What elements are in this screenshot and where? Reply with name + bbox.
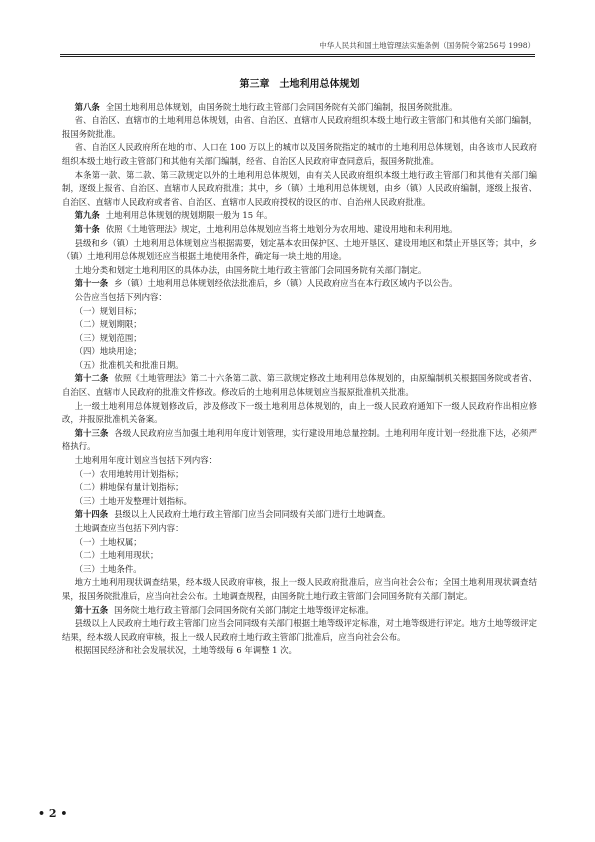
paragraph [62,209,537,223]
paragraph-text: 土地分类和划定土地利用区的具体办法，由国务院土地行政主管部门会同国务院有关部门制定。 [74,264,427,275]
paragraph [62,522,537,536]
paragraph [62,372,537,399]
article-number: 第十三条 [74,427,109,438]
paragraph-text: 地方土地利用现状调查结果，经本级人民政府审核，报上一级人民政府批准后，应当向社会公布；全国土地利用现状调查结果，报国务院批准后，应当向社会公布。土地调查规程，由国务院土地行政主管部门会同国务院有关部门制定。 [62,577,537,601]
paragraph [62,223,537,237]
paragraph [62,549,537,563]
paragraph [62,332,537,346]
paragraph-text: 土地利用年度计划应当包括下列内容： [74,455,217,466]
paragraph [62,169,537,210]
article-number: 第十二条 [74,373,109,384]
paragraph-text: 上一级土地利用总体规划修改后，涉及修改下一级土地利用总体规划的，由上一级人民政府通知下一级人民政府作出相应修改，并报原批准机关备案。 [62,400,537,425]
paragraph [62,454,537,468]
paragraph [62,114,537,141]
paragraph-text: 全国土地利用总体规划，由国务院土地行政主管部门会同国务院有关部门编制，报国务院批准。 [105,101,458,112]
paragraph [62,563,537,577]
paragraph-text: （五）批准机关和批准日期。 [74,359,184,370]
document-body [62,78,537,658]
paragraph-text: （二）耕地保有量计划指标； [74,482,184,493]
paragraph [62,345,537,359]
paragraph [62,305,537,319]
paragraph-text: 依照《土地管理法》规定，土地利用总体规划应当将土地划分为农用地、建设用地和未利用地。 [105,223,458,234]
paragraph-text: （三）规划范围； [74,332,142,343]
paragraph [62,141,537,168]
paragraph-text: 省、自治区人民政府所在地的市、人口在 100 万以上的城市以及国务院指定的城市的土地利用总体规划，由各该市人民政府组织本级土地行政主管部门和其他有关部门编制，经省、自治区人民政府审查同意后，报国务院批准。 [62,142,537,166]
paragraph-text: 土地利用总体规划的规划期限一般为 15 年。 [105,210,273,221]
paragraph-text: （三）土地开发整理计划指标。 [74,495,192,506]
article-number: 第十四条 [74,509,109,520]
chapter-title: 第三章 土地利用总体规划 [239,79,360,90]
paragraph-text: （四）地块用途； [74,346,142,357]
paragraph-text: 各级人民政府应当加强土地利用年度计划管理，实行建设用地总量控制。土地利用年度计划一经批准下达，必须严格执行。 [62,427,538,452]
paragraph-text: 土地调查应当包括下列内容： [74,523,184,533]
paragraph-text: 县级以上人民政府土地行政主管部门应当会同同级有关部门根据土地等级评定标准，对土地等级进行评定。地方土地等级评定结果，经本级人民政府审核，报上一级人民政府土地行政主管部门批准后，应当向社会公布。 [62,618,537,642]
running-header [60,40,535,55]
paragraph [62,237,537,264]
page-number: • 2 • [38,807,68,820]
paragraph [62,617,537,644]
article-number: 第九条 [74,210,100,221]
paragraph-text: 本条第一款、第二款、第三款规定以外的土地利用总体规划，由有关人民政府组织本级土地行政主管部门和其他有关部门编制，逐级上报省、自治区、直辖市人民政府批准；其中，乡（镇）土地利用总体规划，由乡（镇）人民政府编制，逐级上报省、自治区、直辖市人民政府或者省、自治区、直辖市人民政府授权的设区的市、自治州人民政府批准。 [62,169,537,207]
paragraph-text: 国务院土地行政主管部门会同国务院有关部门制定土地等级评定标准。 [114,604,374,615]
paragraph-text: 县级以上人民政府土地行政主管部门应当会同同级有关部门进行土地调查。 [114,509,391,520]
paragraph [62,644,537,658]
paragraph-text: （二）土地利用现状； [74,550,159,561]
paragraph [62,318,537,332]
article-number: 第十五条 [74,604,109,615]
paragraph [62,277,537,291]
paragraph-text: （一）农用地转用计划指标； [74,468,184,479]
paragraph [62,291,537,305]
paragraph-text: 依照《土地管理法》第二十六条第二款、第三款规定修改土地利用总体规划的，由原编制机关根据国务院或者省、自治区、直辖市人民政府的批准文件修改。修改后的土地利用总体规划应当报原批准机关批准。 [62,373,538,398]
article-number: 第八条 [74,101,100,112]
paragraph-text: （一）规划目标； [74,305,142,316]
paragraph-text: 乡（镇）土地利用总体规划经依法批准后，乡（镇）人民政府应当在本行政区域内予以公告。 [114,278,458,289]
article-number: 第十条 [74,223,100,234]
paragraph [62,468,537,482]
running-title: 中华人民共和国土地管理法实施条例（国务院令第256号 1998） [319,41,535,50]
paragraph-text: 公告应当包括下列内容： [74,291,167,302]
paragraph [62,101,537,115]
paragraph-text: （三）土地条件。 [74,563,142,574]
paragraph [62,536,537,550]
paragraph [62,576,537,603]
paragraph [62,508,537,522]
paragraph-list [62,101,537,658]
paragraph [62,604,537,618]
paragraph-text: （一）土地权属； [74,536,142,547]
paragraph [62,481,537,495]
paragraph [62,400,537,427]
paragraph [62,359,537,373]
paragraph [62,264,537,278]
paragraph-text: 根据国民经济和社会发展状况，土地等级每 6 年调整 1 次。 [74,645,297,656]
paragraph-text: 省、自治区、直辖市的土地利用总体规划，由省、自治区、直辖市人民政府组织本级土地行政主管部门和其他有关部门编制，报国务院批准。 [62,115,537,139]
paragraph-text: 县级和乡（镇）土地利用总体规划应当根据需要，划定基本农田保护区、土地开垦区、建设用地区和禁止开垦区等；其中，乡（镇）土地利用总体规划还应当根据土地使用条件，确定每一块土地的用途。 [62,237,537,262]
paragraph [62,495,537,509]
paragraph-text: （二）规划期限； [74,319,142,330]
paragraph [62,427,537,454]
article-number: 第十一条 [74,278,109,289]
